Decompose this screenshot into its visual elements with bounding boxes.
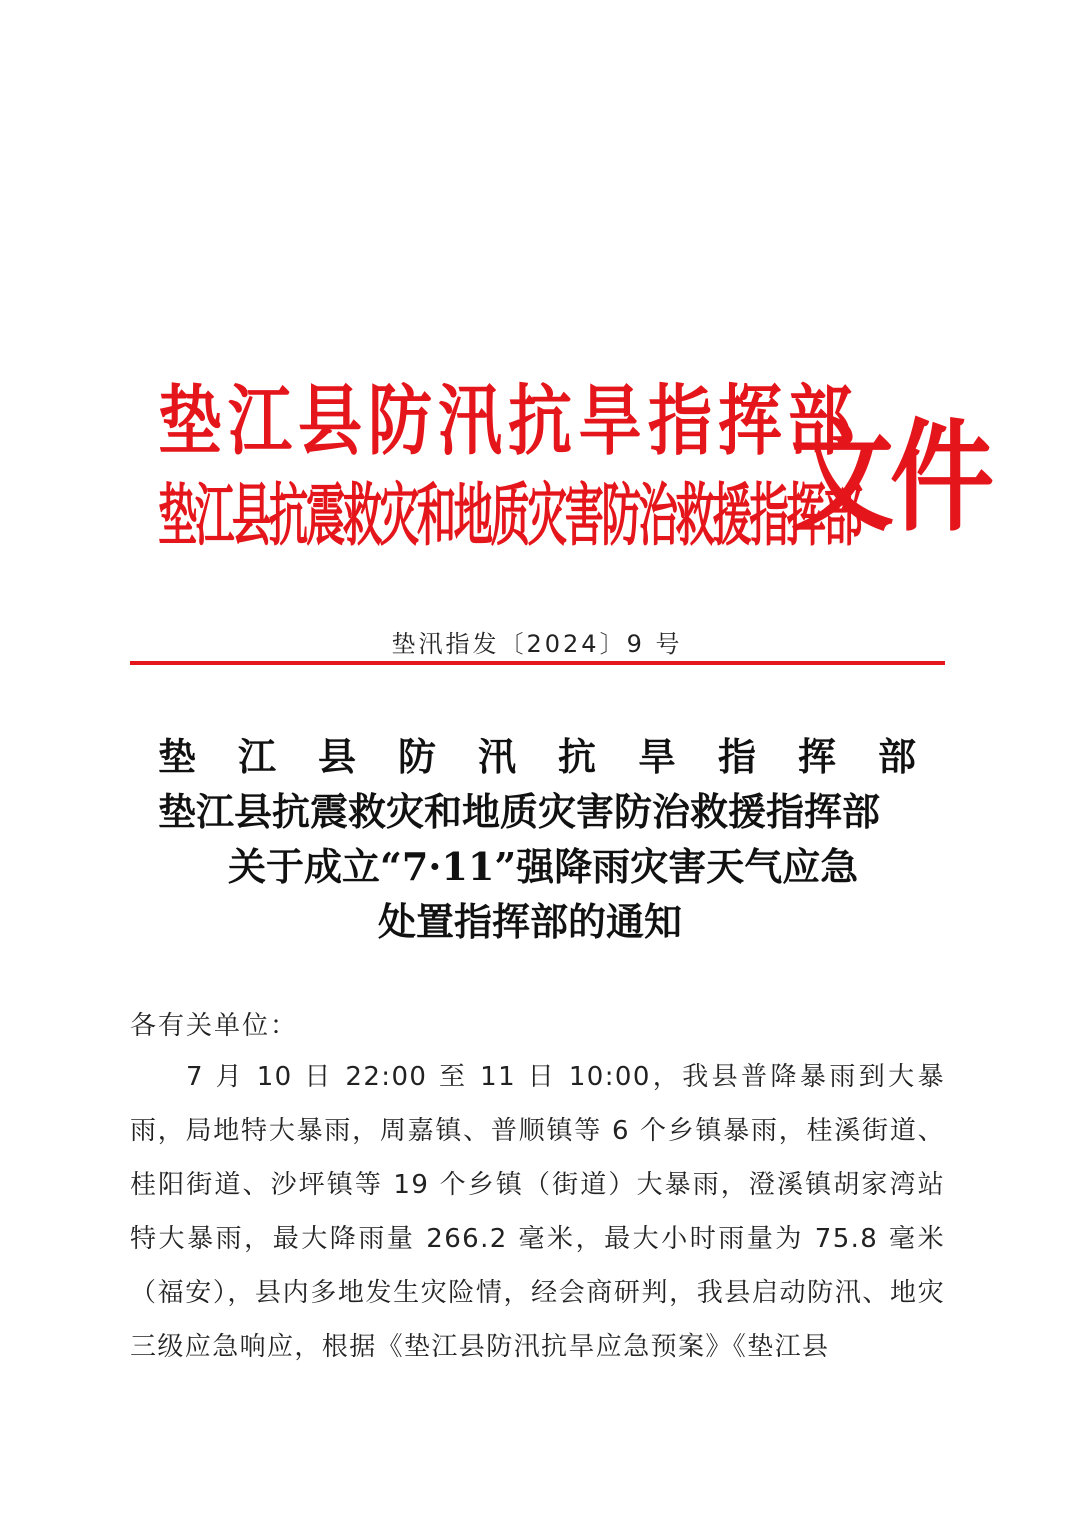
header-doc-type: 文件 <box>790 406 991 549</box>
title-line-4: 处置指挥部的通知 <box>378 899 683 944</box>
title-line-2: 垫江县抗震救灾和地质灾害防治救援指挥部 <box>158 789 881 834</box>
title-line-3: 关于成立“7·11”强降雨灾害天气应急 <box>228 844 859 889</box>
red-header <box>150 360 991 560</box>
header-org-line1: 垫江县防汛抗旱指挥部 <box>158 376 858 467</box>
body-paragraph: 7 月 10 日 22:00 至 11 日 10:00，我县普降暴雨到大暴雨，局地特大暴雨，周嘉镇、普顺镇等 6 个乡镇暴雨，桂溪街道、桂阳街道、沙坪镇等 19 个乡镇（街道）大暴雨，澄溪镇胡家湾站特大暴雨，最大降雨量 266.2 毫米，最大小时雨量为 75.8 毫米（福安），县内多地发生灾险情，经会商研判，我县启动防汛、地灾三级应急响应，根据《垫江县防汛抗旱应急预案》《垫江县 <box>130 1062 945 1362</box>
salutation: 各有关单位： <box>130 1011 299 1041</box>
red-divider <box>130 661 945 665</box>
header-org-line2: 垫江县抗震救灾和地质灾害防治救援指挥部 <box>158 476 861 557</box>
document-number: 垫汛指发〔2024〕9 号 <box>391 630 683 658</box>
title-line-1: 垫江县防汛抗旱指挥部 <box>158 734 959 779</box>
